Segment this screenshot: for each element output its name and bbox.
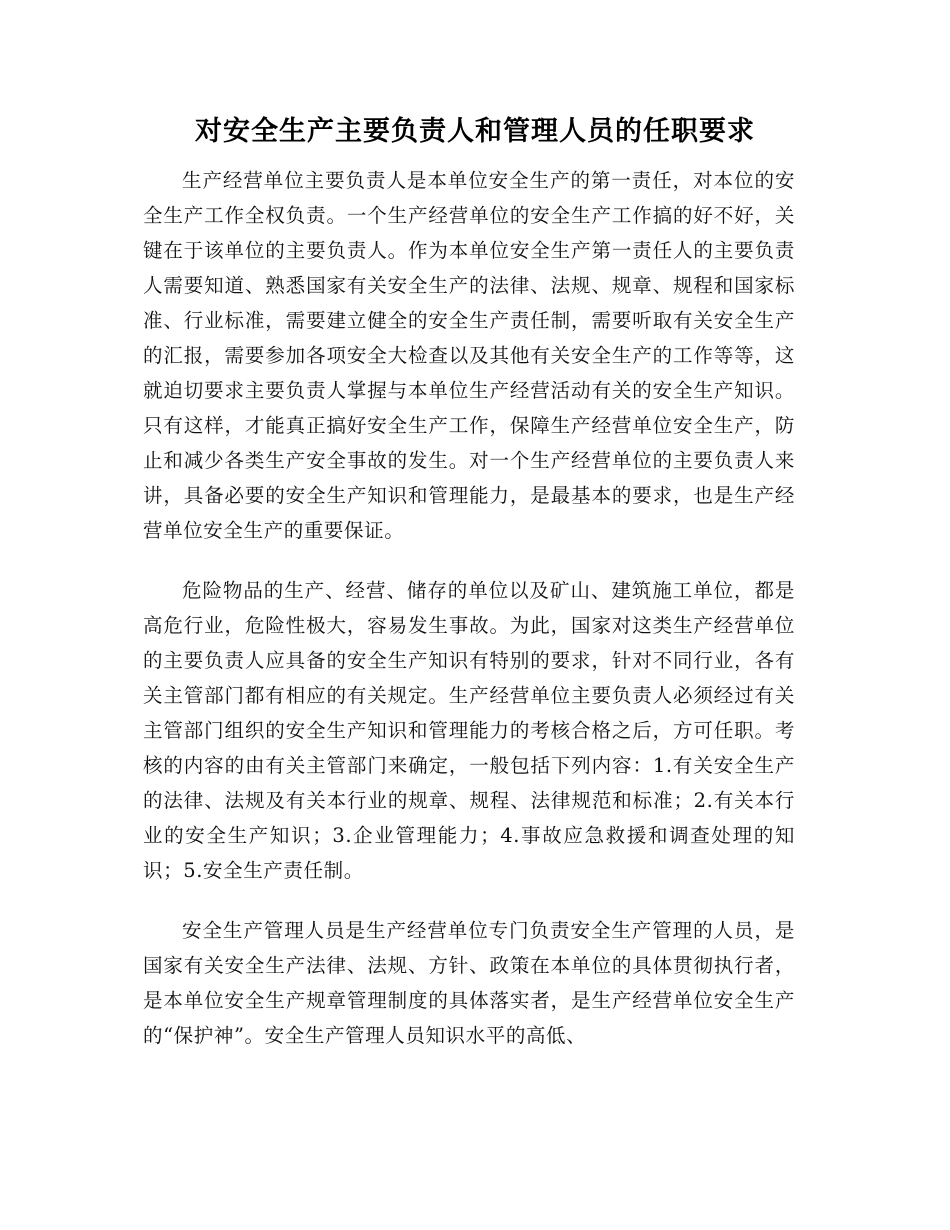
paragraph-principal-responsibility: 生产经营单位主要负责人是本单位安全生产的第一责任，对本位的安全生产工作全权负责。一个生产经营单位的安全生产工作搞的好不好，关键在于该单位的主要负责人。作为本单位安全生产第一责任人的主要负责人需要知道、熟悉国家有关安全生产的法律、法规、规章、规程和国家标准、行业标准，需要建立健全的安全生产责任制，需要听取有关安全生产的汇报，需要参加各项安全大检查以及其他有关安全生产的工作等等，这就迫切要求主要负责人掌握与本单位生产经营活动有关的安全生产知识。只有这样，才能真正搞好安全生产工作，保障生产经营单位安全生产，防止和减少各类生产安全事故的发生。对一个生产经营单位的主要负责人来讲，具备必要的安全生产知识和管理能力，是最基本的要求，也是生产经营单位安全生产的重要保证。 xyxy=(143,169,795,542)
document-body xyxy=(143,163,795,1053)
paragraph-safety-managers: 安全生产管理人员是生产经营单位专门负责安全生产管理的人员，是国家有关安全生产法律、法规、方针、政策在本单位的具体贯彻执行者，是本单位安全生产规章管理制度的具体落实者，是生产经营单位安全生产的“保护神”。安全生产管理人员知识水平的高低、 xyxy=(143,919,795,1047)
document-title: 对安全生产主要负责人和管理人员的任职要求 xyxy=(195,116,755,147)
paragraph-high-risk-industries: 危险物品的生产、经营、储存的单位以及矿山、建筑施工单位，都是高危行业，危险性极大，容易发生事故。为此，国家对这类生产经营单位的主要负责人应具备的安全生产知识有特别的要求，针对不同行业，各有关主管部门都有相应的有关规定。生产经营单位主要负责人必须经过有关主管部门组织的安全生产知识和管理能力的考核合格之后，方可任职。考核的内容的由有关主管部门来确定，一般包括下列内容：1.有关安全生产的法律、法规及有关本行业的规章、规程、法律规范和标准；2.有关本行业的安全生产知识；3.企业管理能力；4.事故应急救援和调查处理的知识；5.安全生产责任制。 xyxy=(143,579,795,882)
